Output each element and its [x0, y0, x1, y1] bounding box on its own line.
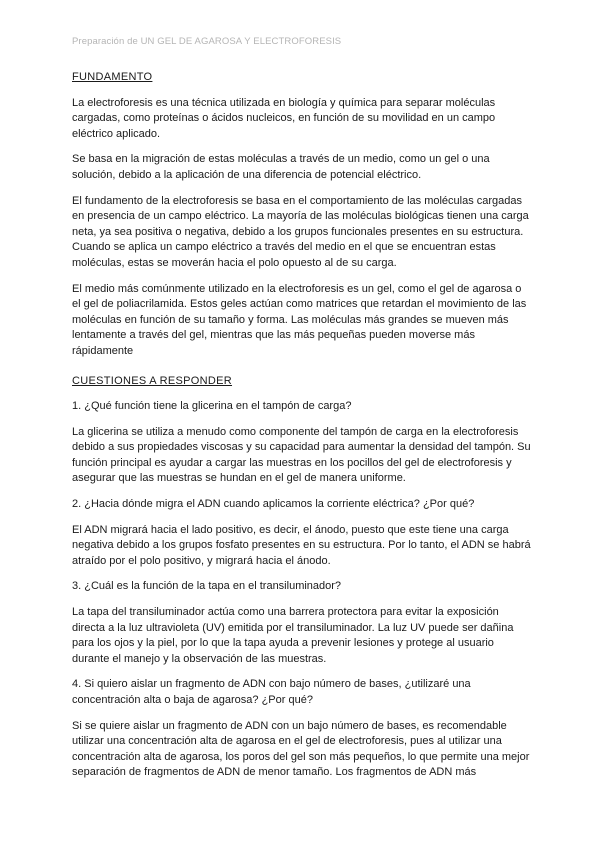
question-1: 1. ¿Qué función tiene la glicerina en el tampón de carga? — [72, 400, 352, 413]
question-4: 4. Si quiero aislar un fragmento de ADN con bajo número de bases, ¿utilizaré una concentración alta o baja de agarosa? ¿Por qué? — [72, 678, 471, 706]
question-2: 2. ¿Hacia dónde migra el ADN cuando aplicamos la corriente eléctrica? ¿Por qué? — [72, 498, 475, 511]
paragraph: El fundamento de la electroforesis se basa en el comportamiento de las moléculas cargadas en presencia de un campo eléctrico. La mayoría de las moléculas biológicas tienen una carga neta, ya sea positiva o negativa, debido a los grupos funcionales presentes en su estructura. Cuando se aplica un campo eléctrico a través del medio en el que se encuentran estas moléculas, estas se moverán hacia el polo opuesto al de su carga. — [72, 194, 529, 269]
answer-4: Si se quiere aislar un fragmento de ADN con un bajo número de bases, es recomendable utilizar una concentración alta de agarosa en el gel de electroforesis, pues al utilizar una concentración alta de agarosa, los poros del gel son más pequeños, lo que permite una mejor separación de fragmentos de ADN de menor tamaño. Los fragmentos de ADN más — [72, 719, 530, 779]
section-heading-cuestiones: CUESTIONES A RESPONDER — [72, 374, 233, 387]
running-header: Preparación de UN GEL DE AGAROSA Y ELECTROFORESIS — [72, 36, 342, 47]
paragraph: El medio más comúnmente utilizado en la electroforesis es un gel, como el gel de agarosa o el gel de poliacrilamida. Estos geles actúan como matrices que retardan el movimiento de las moléculas en función de su tamaño y forma. Las moléculas más grandes se mueven más lentamente a través del gel, mientras que las más pequeñas pueden moverse más rápidamente — [72, 282, 527, 357]
section-heading-fundamento: FUNDAMENTO — [72, 71, 153, 83]
answer-3: La tapa del transiluminador actúa como una barrera protectora para evitar la exposición directa a la luz ultravioleta (UV) emitida por el transiluminador. La luz UV puede ser dañina para los ojos y la piel, por lo que la tapa ayuda a prevenir lesiones y protege al usuario durante el manejo y la observación de las muestras. — [72, 606, 514, 665]
question-3: 3. ¿Cuál es la función de la tapa en el transiluminador? — [72, 580, 342, 593]
answer-2: El ADN migrará hacia el lado positivo, es decir, el ánodo, puesto que este tiene una carga negativa debido a los grupos fosfato presentes en su estructura. Por lo tanto, el ADN se habrá atraído por el polo positivo, y migrará hacia el ánodo. — [72, 523, 531, 567]
paragraph: Se basa en la migración de estas moléculas a través de un medio, como un gel o una solución, debido a la aplicación de una diferencia de potencial eléctrico. — [72, 153, 490, 181]
answer-1: La glicerina se utiliza a menudo como componente del tampón de carga en la electroforesis debido a sus propiedades viscosas y su capacidad para aumentar la densidad del tampón. Su función principal es ayudar a cargar las muestras en los pocillos del gel de electroforesis y asegurar que las muestras se hundan en el gel de manera uniforme. — [72, 425, 531, 485]
document-body — [72, 70, 532, 791]
paragraph: La electroforesis es una técnica utilizada en biología y química para separar moléculas cargadas, como proteínas o ácidos nucleicos, en función de su movilidad en un campo eléctrico aplicado. — [72, 96, 496, 140]
